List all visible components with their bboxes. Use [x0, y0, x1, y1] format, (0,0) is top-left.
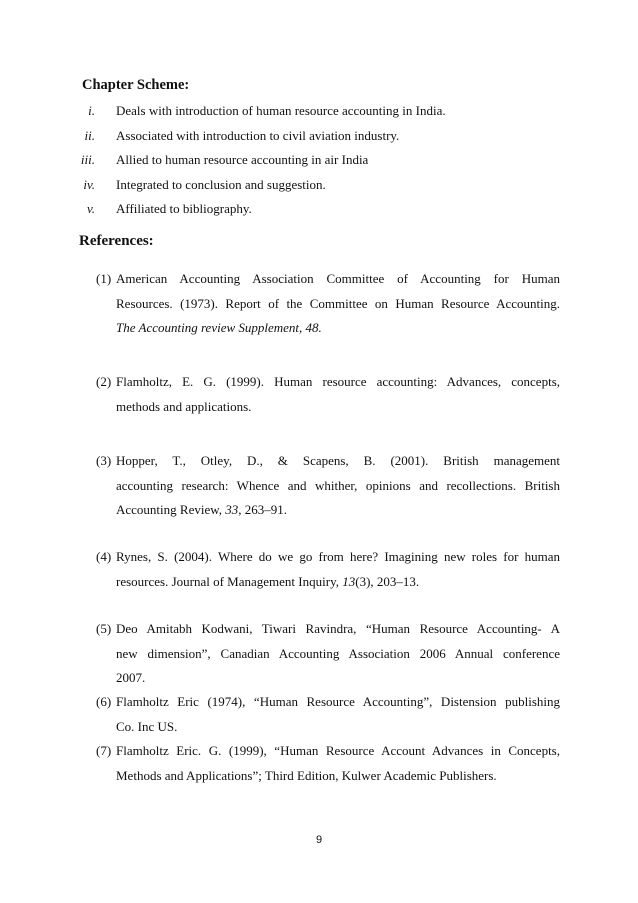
reference-number: (4) — [96, 549, 112, 564]
reference-line: Flamholtz Eric (1974), “Human Resource Accounting”, Distension publishing — [116, 694, 560, 709]
references-heading: References: — [79, 233, 154, 249]
reference-line: Deo Amitabh Kodwani, Tiwari Ravindra, “Human Resource Accounting- A — [116, 621, 560, 636]
reference-line: The Accounting review Supplement, 48. — [116, 320, 322, 335]
reference-line — [116, 570, 560, 595]
reference-item — [96, 370, 560, 419]
page-number: 9 — [315, 834, 323, 846]
scheme-item-number: i. — [88, 103, 95, 118]
reference-line: Co. Inc US. — [116, 718, 178, 734]
reference-line: 2007. — [116, 670, 146, 685]
scheme-item-text: Integrated to conclusion and suggestion. — [116, 177, 326, 192]
reference-volume: 13 — [342, 573, 356, 589]
reference-text: resources. Journal of Management Inquiry, — [116, 573, 343, 589]
scheme-item-text: Allied to human resource accounting in air India — [116, 152, 369, 167]
reference-line: accounting research: Whence and whither, opinions and recollections. British — [116, 477, 560, 493]
reference-line: Flamholtz, E. G. (1999). Human resource accounting: Advances, concepts, — [116, 374, 560, 389]
reference-line: new dimension”, Canadian Accounting Association 2006 Annual conference — [116, 645, 560, 661]
reference-number: (3) — [96, 453, 112, 468]
reference-volume: 33 — [225, 502, 239, 517]
reference-item — [96, 545, 560, 594]
reference-line: American Accounting Association Committee of Accounting for Human — [116, 271, 560, 286]
reference-item — [96, 739, 560, 788]
reference-text: , 263–91. — [238, 502, 288, 517]
reference-number: (7) — [96, 743, 112, 758]
chapter-scheme-heading: Chapter Scheme: — [82, 77, 190, 93]
reference-number: (1) — [96, 271, 112, 286]
scheme-item-text: Deals with introduction of human resource accounting in India. — [116, 103, 446, 118]
reference-number: (2) — [96, 374, 112, 389]
reference-line: Hopper, T., Otley, D., & Scapens, B. (2001). British management — [116, 453, 560, 468]
scheme-item-number: iii. — [80, 152, 95, 167]
reference-item — [96, 449, 560, 523]
scheme-item-number: ii. — [84, 128, 95, 143]
scheme-item-number: iv. — [83, 177, 95, 192]
reference-number: (5) — [96, 621, 112, 636]
reference-line: Resources. (1973). Report of the Committee on Human Resource Accounting. — [116, 295, 560, 311]
reference-line: Flamholtz Eric. G. (1999), “Human Resource Account Advances in Concepts, — [116, 743, 560, 758]
reference-line: Methods and Applications”; Third Edition, Kulwer Academic Publishers. — [116, 767, 497, 783]
reference-item — [96, 690, 560, 739]
scheme-item-text: Affiliated to bibliography. — [116, 201, 252, 216]
reference-number: (6) — [96, 694, 112, 709]
reference-item — [96, 267, 560, 341]
scheme-item-number: v. — [86, 201, 95, 216]
reference-line: methods and applications. — [116, 398, 252, 414]
reference-line: Rynes, S. (2004). Where do we go from here? Imagining new roles for human — [116, 549, 560, 564]
reference-item — [96, 617, 560, 691]
scheme-item-text: Associated with introduction to civil aviation industry. — [116, 128, 400, 143]
reference-text: Accounting Review, — [116, 502, 226, 517]
reference-line — [116, 498, 560, 523]
reference-text: (3), 203–13. — [355, 573, 420, 589]
